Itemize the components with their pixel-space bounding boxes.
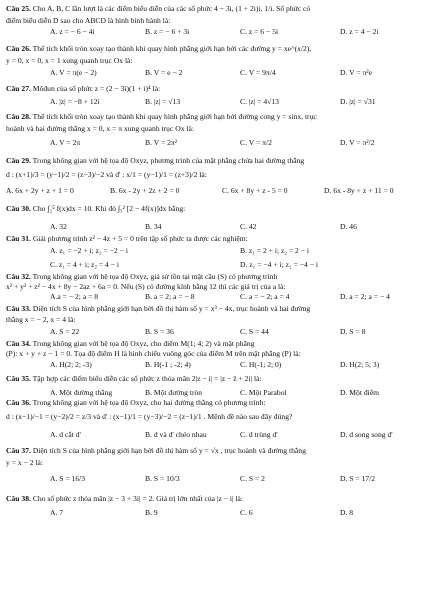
option-c: C. d trùng d' [240,430,278,439]
question-text: Thể tích khối tròn xoay tạo thành khi quay hình phẳng giới hạn bởi đường cong y = sinx, trục [32,112,317,121]
question-35 [6,374,262,384]
option-c: C. z₁ = 4 + i; z₂ = 4 − i [50,260,120,269]
question-34 [6,339,255,349]
option-c: C. S = 44 [240,327,269,336]
question-text: Thể tích khối tròn xoay tạo thành khi quay hình phẳng giới hạn bởi các đường y = xe^(x/2), [32,44,312,53]
option-a: A. S = 16/3 [50,474,86,483]
question-31 [6,234,248,244]
question-label: Câu 27. [6,84,31,93]
question-28 [6,112,317,122]
question-36-cont: d : (x−1)/−1 = (y−2)/2 = z/3 và d' : (x−1)/1 = (y−3)/−2 = (z−1)/1 . Mệnh đề nào sau đây đúng? [6,412,293,421]
question-label: Câu 31. [6,234,31,243]
option-a: A. V = π(e − 2) [50,68,97,77]
option-c: C. V = 9π/4 [240,68,276,77]
option-b: B. 34 [145,222,162,231]
question-29-cont: d : (x+1)/3 = (y−1)/2 = (z−3)/−2 và d' : x/1 = (y−1)/1 = (z+3)/2 là: [6,170,207,179]
option-c: C. a = − 2; a = 4 [240,292,290,301]
question-32 [6,272,277,282]
option-c: C. Một Parabol [240,388,287,397]
question-text: Trong không gian với hệ tọa độ Oxyz, cho điểm M(1; 4; 2) và mặt phẳng [32,339,255,348]
option-a: A. |z| = −8 + 12i [50,97,100,106]
option-d: D. 6x - 8y + z + 11 = 0 [324,186,394,195]
option-d: D. H(2; 5; 3) [340,360,380,369]
option-d: D. d song song d' [340,430,393,439]
question-text: Cho A, B, C lần lượt là các điểm biểu diễn của các số phức 4 − 3i, (1 + 2i)i, 1/i. Số phức có [32,4,311,13]
option-b: B. Một đường tròn [145,388,203,397]
question-37-cont: y = x − 2 là: [6,458,44,467]
option-c: C. 6x + 8y + z - 5 = 0 [222,186,288,195]
question-label: Câu 38. [6,494,31,503]
question-text: Trong không gian với hệ tọa độ Oxyz, phương trình của mặt phẳng chứa hai đường thẳng [32,156,305,165]
question-37 [6,446,306,456]
question-text: Trong không gian với hệ tọa độ Oxyz, giả sử tồn tại mặt cầu (S) có phương trình [32,272,278,281]
option-b: B. d và d' chéo nhau [145,430,207,439]
option-d: D. V = π²/2 [340,138,375,147]
question-38 [6,494,243,504]
question-label: Câu 33. [6,304,31,313]
option-c: C. z = 6 − 5i [240,27,279,36]
question-label: Câu 36. [6,398,31,407]
question-text: Trong không gian với hệ tọa độ Oxyz, cho hai đường thẳng có phương trình: [32,398,266,407]
question-33 [6,304,310,314]
option-a: A. 7 [50,508,64,517]
option-b: B. 9 [145,508,158,517]
question-text: Diện tích S của hình phẳng giới hạn bởi đồ thị hàm số y = √x , trục hoành và đường thẳng [32,446,306,455]
question-36 [6,398,265,408]
option-d: D. V = π²e [340,68,373,77]
question-34-cont: (P): x + y + z − 1 = 0. Tọa độ điểm H là hình chiếu vuông góc của điểm M trên mặt phẳng (P) là: [6,349,301,358]
option-a: A. z = − 6 − 4i [50,27,95,36]
option-b: B. V = e − 2 [145,68,183,77]
question-text: Giải phương trình z² − 4z + 5 = 0 trên tập số phức ta được các nghiệm: [32,234,248,243]
option-a: A. z₁ = −2 + i; z₂ = −2 − i [50,246,129,255]
option-d: D. |z| = √31 [340,97,376,106]
option-a: A. Một đường thẳng [50,388,113,397]
question-33-cont: thẳng x = − 2, x = 4 là: [6,315,76,324]
option-a: A. S = 22 [50,327,80,336]
question-26-cont: y = 0, x = 0, x = 1 xung quanh trục Ox là: [6,56,133,65]
option-d: D. S = 17/2 [340,474,376,483]
question-label: Câu 35. [6,374,31,383]
question-28-cont: hoành và hai đường thẳng x = 0, x = π xung quanh trục Ox là: [6,124,194,133]
question-text: Diện tích S của hình phẳng giới hạn bởi đồ thị hàm số y = x³ − 4x, trục hoành và hai đường [32,304,311,313]
question-text: Môđun của số phức z = (2 − 3i)(1 + i)⁴ là: [32,84,161,93]
option-b: B. S = 10/3 [145,474,180,483]
option-d: D. z₁ = −4 + i; z₂ = −4 − i [240,260,319,269]
option-a: A. 6x + 2y + z + 1 = 0 [6,186,74,195]
option-a: A. V = 2π [50,138,81,147]
option-c: C. 42 [240,222,257,231]
option-c: C. |z| = 4√13 [240,97,279,106]
question-25 [6,4,310,14]
option-a: A. H(2; 2; -3) [50,360,92,369]
question-25-cont: điểm biểu diễn D sao cho ABCD là hình bình hành là: [6,16,171,25]
question-label: Câu 37. [6,446,31,455]
option-b: B. H(-1 ; -2; 4) [145,360,191,369]
option-d: D. z = 4 − 2i [340,27,379,36]
question-text: Cho ∫₂⁵ f(x)dx = 10. Khi đó ∫₅² [2 − 4f(x)]dx bằng: [32,204,186,213]
option-b: B. z₁ = 2 + i; z₂ = 2 − i [240,246,310,255]
option-c: C. V = π/2 [240,138,272,147]
question-label: Câu 30. [6,204,31,213]
question-label: Câu 29. [6,156,31,165]
option-c: C. S = 2 [240,474,265,483]
option-d: D. S = 8 [340,327,366,336]
option-b: B. S = 36 [145,327,174,336]
option-d: D. 8 [340,508,354,517]
option-b: B. a = 2; a = − 8 [145,292,195,301]
question-26 [6,44,311,54]
question-label: Câu 25. [6,4,31,13]
question-29 [6,156,304,166]
question-label: Câu 32. [6,272,31,281]
question-text: Cho số phức z thỏa mãn |z − 3 + 3i| = 2. Giá trị lớn nhất của |z − i| là: [32,494,243,503]
question-label: Câu 34. [6,339,31,348]
question-30 [6,204,185,214]
option-d: D. 46 [340,222,357,231]
option-c: C. 6 [240,508,253,517]
option-a: A.a = − 2; a = 8 [50,292,99,301]
option-b: B. |z| = √13 [145,97,181,106]
question-label: Câu 28. [6,112,31,121]
question-32-cont: x² + y² + z² − 4x + 8y − 2az + 6a = 0. Nếu (S) có đường kính bằng 12 thì các giá trị của a là: [6,282,286,291]
option-a: A. 32 [50,222,67,231]
question-text: Tập hợp các điểm biểu diễn các số phức z thỏa mãn 2|z − i| = |z − z̄ + 2i| là: [32,374,262,383]
option-b: B. 6x - 2y + 2z + 2 = 0 [110,186,180,195]
option-b: B. V = 2π² [145,138,178,147]
option-a: A. d cắt d' [50,430,81,439]
option-d: D. Một điểm [340,388,380,397]
question-27 [6,84,160,94]
option-b: B. z = − 6 + 3i [145,27,190,36]
option-d: D. a = 2; a = − 4 [340,292,390,301]
option-c: C. H(-1; 2; 0) [240,360,282,369]
question-label: Câu 26. [6,44,31,53]
